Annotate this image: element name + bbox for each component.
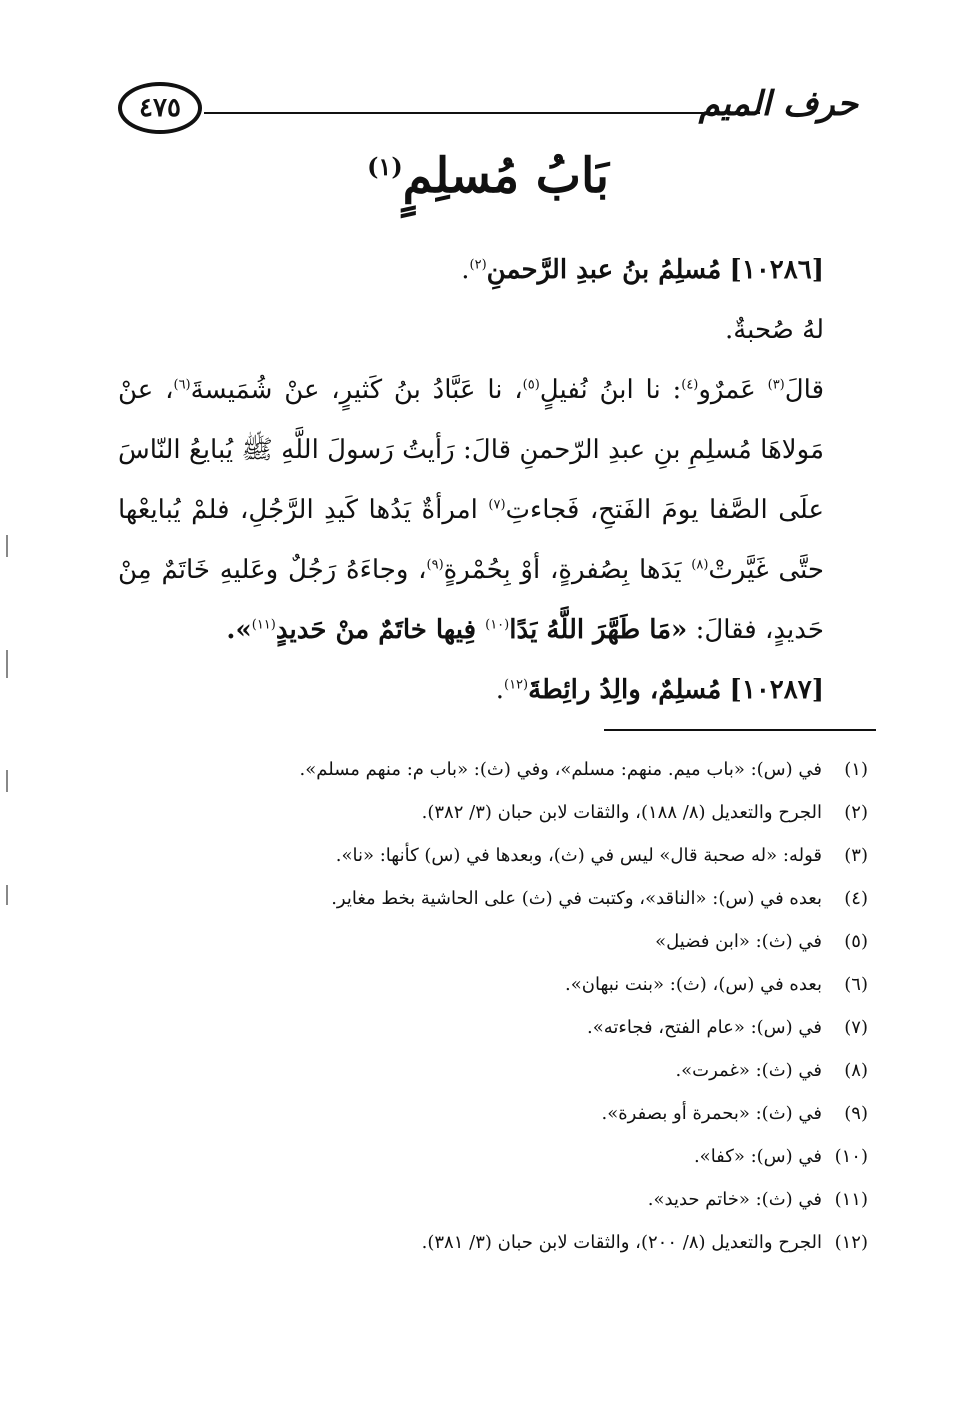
- footnote-text: بعده في (س)، (ث): «بنت نبهان».: [565, 974, 822, 995]
- footnote-item: [118, 1178, 868, 1221]
- entry-name: مُسلِمٌ، والِدُ رائِطةَ: [528, 675, 722, 705]
- page-number-badge: [118, 82, 202, 134]
- hadith-text: : نا ابنُ نُفيلٍ: [539, 375, 682, 405]
- chapter-title: [0, 148, 976, 204]
- footnote-text: الجرح والتعديل (٨/ ٢٠٠)، والثقات لابن حبان (٣/ ٣٨١).: [421, 1232, 822, 1253]
- footnote-ref: (٨): [691, 557, 709, 573]
- footnote-number: (٧): [844, 1017, 868, 1038]
- entry-name: مُسلِمُ بنُ عبدِ الرَّحمنِ: [486, 255, 722, 285]
- footnote-item: [118, 1135, 868, 1178]
- footnote-item: [118, 1006, 868, 1049]
- footnote-text: في (س): «باب ميم. منهم: مسلم»، وفي (ث): «باب م: منهم مسلم».: [299, 759, 822, 780]
- entry-end: .: [495, 675, 504, 705]
- footnote-text: في (ث): «ابن فضيل»: [655, 931, 822, 952]
- hadith-text: ، عنْ مَولاهَا مُسلِمِ بنِ عبدِ الرّحمنِ قالَ: رَأيتُ رَسولَ اللَّهِ ﷺ يُبايعُ النّاسَ علَى الصَّفا يومَ الفَتحِ، فَجاءتِ: [118, 375, 824, 525]
- footnote-ref: (٦): [173, 377, 191, 393]
- footnote-item: [118, 1221, 868, 1264]
- page-header: [118, 78, 858, 142]
- hadith-text: يَدَها بِصُفرةٍ، أوْ بِحُمْرةٍ: [443, 555, 692, 585]
- footnote-number: (٥): [844, 931, 868, 952]
- footnote-ref: (٤): [681, 377, 699, 393]
- footnote-item: [118, 1092, 868, 1135]
- footnote-ref: (١٠): [485, 617, 510, 633]
- hadith-paragraph: [118, 360, 858, 660]
- footnote-text: الجرح والتعديل (٨/ ١٨٨)، والثقات لابن حبان (٣/ ٣٨٢).: [421, 802, 822, 823]
- footnote-number: (٤): [844, 888, 868, 909]
- hadith-text: عَمرٌو: [698, 375, 768, 405]
- footnote-item: [118, 1049, 868, 1092]
- footnote-number: (٣): [844, 845, 868, 866]
- prophetic-saying: «مَا طَهَّرَ اللَّهُ يَدًا: [509, 615, 688, 645]
- footnote-item: [118, 920, 868, 963]
- entry-id: [١٠٢٨٧]: [729, 675, 824, 705]
- prophetic-saying: فِيها خاتَمٌ منْ حَديدٍ: [275, 615, 486, 645]
- entry-10287: [118, 660, 858, 720]
- footnote-number: (١١): [834, 1189, 868, 1210]
- page-number: ٤٧٥: [139, 93, 181, 123]
- scan-edge-mark: [6, 535, 8, 557]
- footnote-text: قوله: «له صحبة قال» ليس في (ث)، وبعدها في (س) كأنها: «نا».: [335, 845, 822, 866]
- footnote-text: بعده في (س): «الناقد»، وكتبت في (ث) على الحاشية بخط مغاير.: [331, 888, 822, 909]
- hadith-text: امرأةٌ يَدُها كَيدِ الرَّجُلِ، فلمْ يُبايعْها حتَّى غَيَّرتْ: [118, 495, 824, 585]
- footnote-item: [118, 834, 868, 877]
- scan-edge-mark: [6, 650, 8, 678]
- footnote-text: في (ث): «بحمرة أو بصفرة».: [601, 1103, 822, 1124]
- footnote-number: (٩): [844, 1103, 868, 1124]
- footnote-ref: (٥): [522, 377, 540, 393]
- hadith-text: قالَ: [784, 375, 824, 405]
- footnote-number: (١٢): [834, 1232, 868, 1253]
- sahaba-line: لهُ صُحبةٌ.: [724, 315, 824, 345]
- chapter-title-note: (١): [367, 152, 403, 181]
- footnote-item: [118, 963, 868, 1006]
- entry-10286: [118, 240, 858, 300]
- header-rule: [204, 112, 760, 114]
- entry-id: [١٠٢٨٦]: [729, 255, 824, 285]
- footnote-item: [118, 791, 868, 834]
- scan-edge-mark: [6, 770, 8, 792]
- footnote-ref: (١١): [251, 617, 276, 633]
- footnotes: [118, 748, 868, 1264]
- footnote-ref: (٩): [426, 557, 444, 573]
- footnote-number: (١٠): [834, 1146, 868, 1167]
- footnote-text: في (ث): «غمرت».: [675, 1060, 822, 1081]
- footnote-text: في (س): «عام الفتح، فجاءته».: [587, 1017, 822, 1038]
- footnote-number: (٢): [844, 802, 868, 823]
- footnote-number: (١): [844, 759, 868, 780]
- entry-note: (١٢): [503, 677, 529, 693]
- main-text: [118, 240, 858, 720]
- footnote-ref: (٣): [767, 377, 785, 393]
- footnote-ref: (٧): [488, 497, 506, 513]
- hadith-text: ، نا عَبَّادُ بنُ كَثيرٍ، عنْ شُمَيسةَ: [190, 375, 523, 405]
- footnote-text: في (ث): «خاتم حديد».: [647, 1189, 822, 1210]
- footnote-number: (٨): [844, 1060, 868, 1081]
- chapter-title-text: بَابُ مُسلِمٍ: [402, 148, 609, 204]
- footnote-item: [118, 748, 868, 791]
- running-head: حرف الميم: [698, 84, 858, 124]
- hadith-text: ، وجاءَهُ رَجُلٌ وعَليهِ خَاتَمٌ مِنْ حَديدٍ، فقالَ:: [118, 555, 824, 645]
- footnote-text: في (س): «كفا».: [693, 1146, 822, 1167]
- entry-note: (٢): [469, 257, 487, 273]
- scan-edge-mark: [6, 885, 8, 905]
- footnote-number: (٦): [844, 974, 868, 995]
- footnote-item: [118, 877, 868, 920]
- prophetic-saying-end: ».: [226, 615, 252, 645]
- footnote-separator: [604, 729, 876, 731]
- entry-end: .: [461, 255, 470, 285]
